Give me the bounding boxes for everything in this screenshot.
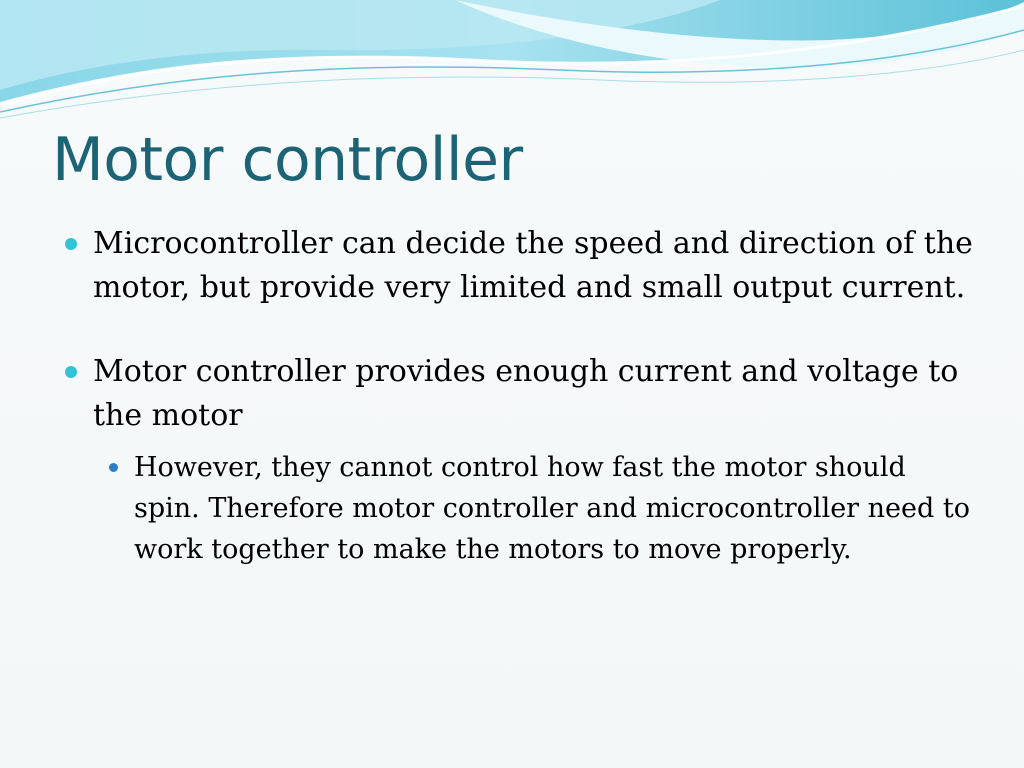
sub-bullet-item (93, 447, 980, 570)
bullet-item (60, 350, 980, 570)
bullet-item (60, 222, 980, 310)
sub-bullet-text: However, they cannot control how fast the motor should spin. Therefore motor controller and microcontroller need to work together to make the motors to move properly. (134, 452, 970, 565)
sub-bullet-list (93, 447, 980, 570)
slide-title: Motor controller (52, 125, 523, 195)
bullet-dot-icon (65, 366, 77, 378)
bullet-list (60, 222, 980, 570)
bullet-text: Motor controller provides enough current and voltage to the motor (93, 354, 959, 433)
bullet-text: Microcontroller can decide the speed and direction of the motor, but provide very limited and small output current. (93, 226, 973, 305)
wave-header-decoration (0, 0, 1024, 130)
bullet-dot-icon (65, 238, 77, 250)
sub-bullet-dot-icon (109, 463, 118, 472)
